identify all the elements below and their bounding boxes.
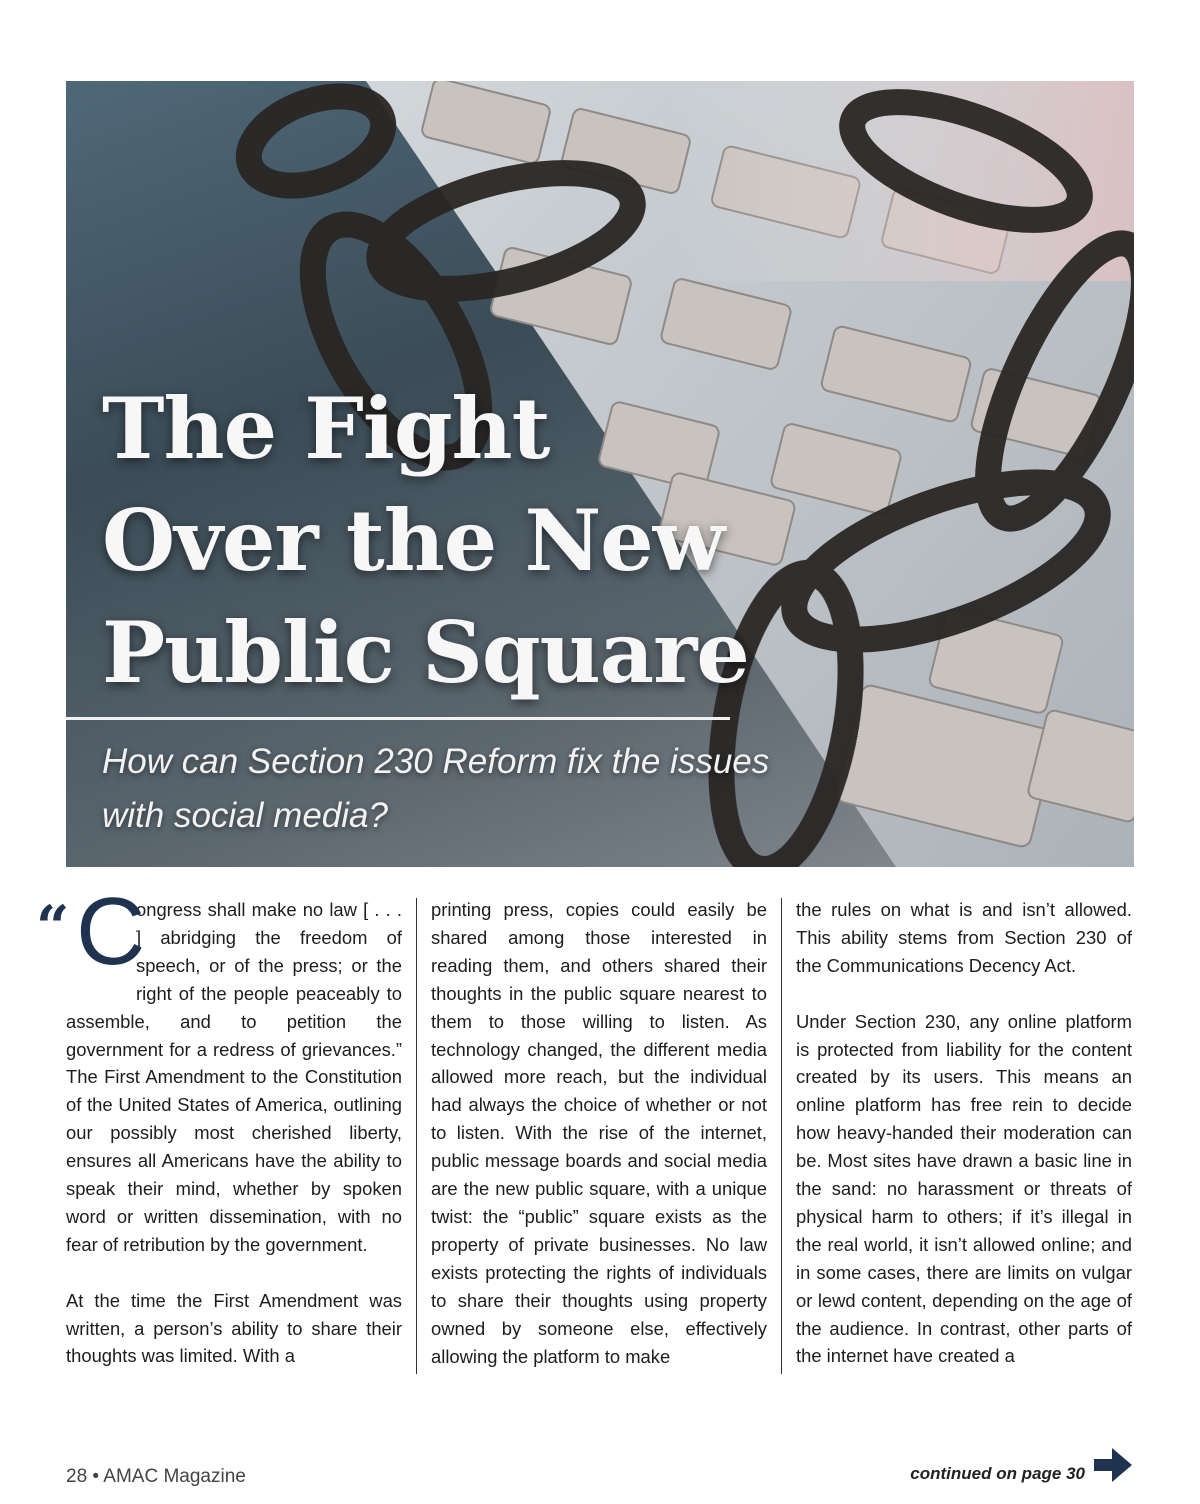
right-arrow-icon[interactable] xyxy=(1094,1446,1134,1484)
paragraph: printing press, copies could easily be shared among those interested in reading them, and others shared their thoughts in the public square nearest to them to those willing to listen. As technology changed, the different media allowed more reach, but the individual had always the choice of whether or not to listen. With the rise of the internet, public message boards and social media are the new public square, with a unique twist: the “public” square exists as the property of private businesses. No law exists protecting the rights of individuals to share their thoughts using property owned by someone else, effectively allowing the platform to make xyxy=(431,899,767,1367)
title-divider xyxy=(66,717,730,720)
paragraph: the rules on what is and isn’t allowed. This ability stems from Section 230 of the Communications Decency Act. xyxy=(796,899,1132,976)
page-number-label: 28 • AMAC Magazine xyxy=(66,1466,246,1487)
title-line: The Fight xyxy=(102,379,550,478)
article-title xyxy=(102,373,749,709)
title-line: Public Square xyxy=(102,603,749,702)
column-1 xyxy=(36,878,402,1398)
column-divider xyxy=(781,898,782,1374)
continued-link[interactable]: continued on page 30 xyxy=(910,1464,1085,1483)
article-subtitle: How can Section 230 Reform fix the issues with social media? xyxy=(102,742,770,835)
paragraph: At the time the First Amendment was written, a person’s ability to share their thoughts was limited. With a xyxy=(66,1289,402,1367)
title-line: Over the New xyxy=(102,491,725,590)
column-2 xyxy=(431,896,767,1398)
open-quote-mark: “ xyxy=(36,893,70,961)
hero-image xyxy=(66,81,1134,867)
drop-cap xyxy=(36,878,146,985)
drop-cap-letter: C xyxy=(76,878,146,985)
paragraph: ongress shall make no law [ . . . ] abridging the freedom of speech, or of the press; or the right of the people peaceably to assemble, and to petition the government for a redress of grievances.” The First Amendment to the Constitution of the United States of America, outlining our possibly most cherished liberty, ensures all Americans have the ability to speak their mind, whether by spoken word or written dissemination, with no fear of retribution by the government. xyxy=(66,899,402,1255)
column-divider xyxy=(416,898,417,1374)
paragraph: Under Section 230, any online platform is protected from liability for the content created by its users. This means an online platform has free rein to decide how heavy-handed their moderation can be. Most sites have drawn a basic line in the sand: no harassment or threats of physical harm to others; if it’s illegal in the real world, it isn’t allowed online; and in some cases, there are limits on vulgar or lewd content, depending on the age of the audience. In contrast, other parts of the internet have created a xyxy=(796,1010,1132,1367)
column-3 xyxy=(796,896,1132,1398)
